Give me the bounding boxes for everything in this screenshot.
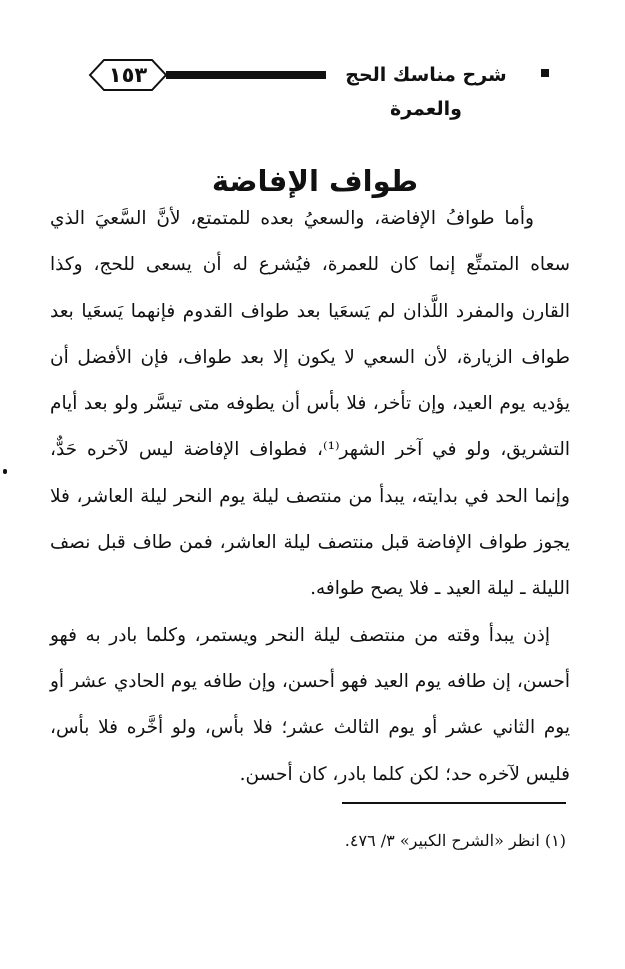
footnote: (١) انظر «الشرح الكبير» ٣/ ٤٧٦. bbox=[344, 831, 566, 850]
page-number: ١٥٣ bbox=[108, 63, 148, 87]
paragraph-2: إذن يبدأ وقته من منتصف ليلة النحر ويستمر، وكلما بادر به فهو أحسن، إن طافه يوم العيد فهو أحسن، وإن طافه يوم الحادي عشر أو يوم الثاني عشر أو يوم الثالث عشر؛ فلا بأس، ولو أخَّره فلا بأس، فليس لآخره حد؛ لكن كلما بادر، كان أحسن. bbox=[50, 624, 570, 785]
margin-mark bbox=[3, 469, 7, 474]
footnote-separator bbox=[342, 802, 566, 804]
header-bullet-icon bbox=[541, 69, 549, 77]
header-rule bbox=[166, 71, 326, 79]
section-title: طواف الإفاضة bbox=[211, 164, 419, 199]
page-number-frame bbox=[88, 56, 168, 94]
paragraph-1: وأما طوافُ الإفاضة، والسعيُ بعده للمتمتع، لأنَّ السَّعيَ الذي سعاه المتمتِّع إنما كان للعمرة، فيُشرع له أن يسعى للحج، وكذا القارن والمفرد اللَّذان لم يَسعَيا بعد طواف القدوم فإنهما يَسعَيا بعد طواف الزيارة، لأن السعي لا يكون إلا بعد طواف، فإن الأفضل أن يؤديه يوم العيد، وإن تأخر، فلا بأس أن يطوفه متى تيسَّر ولو بعد أيام التشريق، ولو في آخر الشهر⁽¹⁾، فطواف الإفاضة ليس لآخره حَدٌّ، وإنما الحد في بدايته، يبدأ من منتصف ليلة يوم النحر ليلة العاشر، فلا يجوز طواف الإفاضة قبل منتصف ليلة العاشر، فمن طاف قبل نصف الليلة ـ ليلة العيد ـ فلا يصح طوافه. bbox=[50, 208, 570, 600]
running-title: شرح مناسك الحج والعمرة bbox=[345, 64, 507, 120]
body-text bbox=[50, 196, 570, 798]
